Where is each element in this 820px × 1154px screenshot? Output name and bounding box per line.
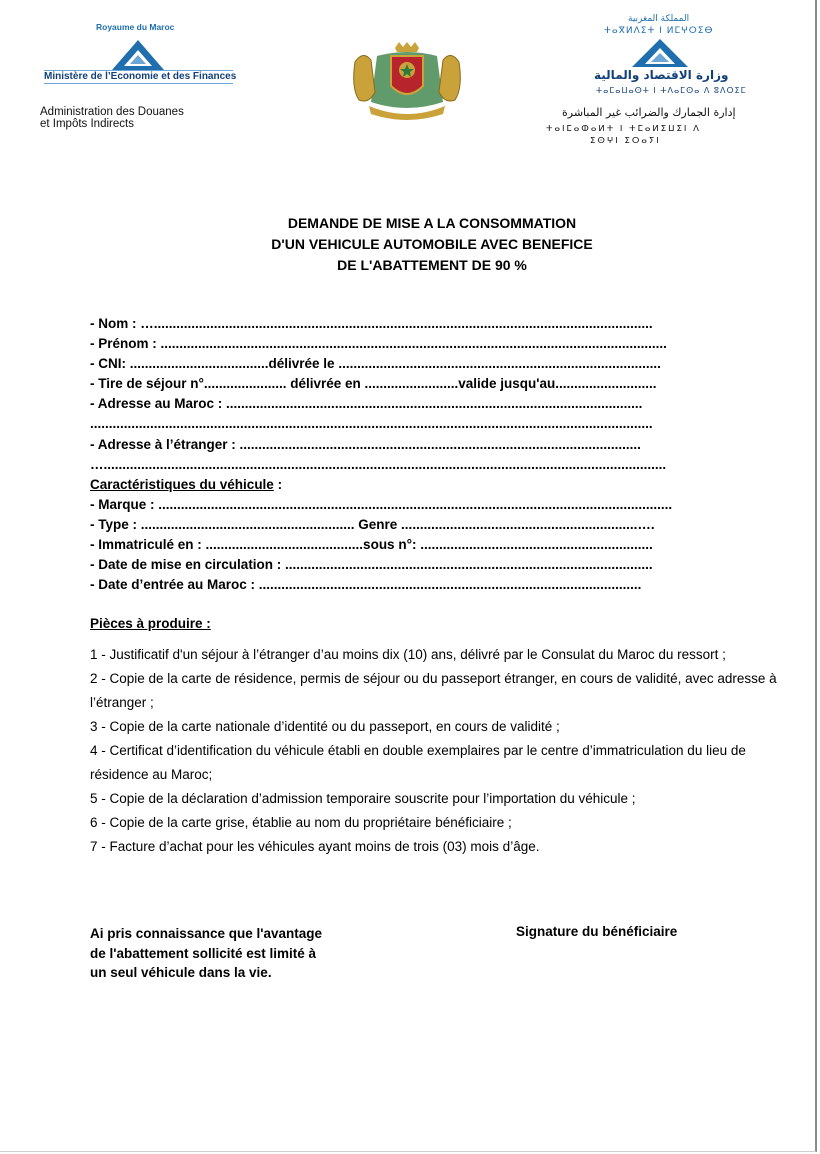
ministry-logo-right-icon	[630, 38, 690, 68]
field-adresse-etranger[interactable]: - Adresse à l’étranger : ...........................................................................................................	[90, 436, 641, 452]
field-marque[interactable]: - Marque : .........................................................................................................................................	[90, 496, 673, 512]
field-date-circulation[interactable]: - Date de mise en circulation : ..................................................................................................	[90, 557, 653, 573]
ministry-logo-icon	[110, 38, 166, 72]
title-line-1: DEMANDE DE MISE A LA CONSOMMATION	[287, 215, 577, 231]
ack-line-1: Ai pris connaissance que l'avantage	[90, 926, 323, 941]
administration-label-ar: إدارة الجمارك والضرائب غير المباشرة	[562, 106, 736, 119]
ack-line-3: un seul véhicule dans la vie.	[90, 965, 272, 980]
document-title	[0, 213, 820, 276]
ack-line-2: de l'abattement sollicité est limité à	[90, 945, 317, 961]
signature-label: Signature du bénéficiaire	[516, 924, 678, 939]
acknowledgement-text	[90, 924, 360, 983]
coat-of-arms-icon	[347, 42, 467, 122]
pieces-heading: Pièces à produire :	[90, 616, 211, 631]
ministry-label: Ministère de l’Economie et des Finances	[44, 71, 237, 82]
title-line-2: D'UN VEHICULE AUTOMOBILE AVEC BENEFICE	[271, 236, 593, 252]
admin-line-1: Administration des Douanes	[40, 106, 184, 118]
field-cni[interactable]: - CNI: .....................................délivrée le ......................................................................................	[90, 356, 661, 372]
piece-item-6: 6 - Copie de la carte grise, établie au nom du propriétaire bénéficiaire ;	[90, 815, 512, 830]
field-type-genre[interactable]: - Type : ......................................................... Genre ...............................................................….	[90, 516, 655, 532]
applicant-form	[90, 314, 738, 595]
header-left	[38, 22, 243, 132]
ministry-label-ar: وزارة الاقتصاد والمالية	[594, 68, 729, 82]
kingdom-label: Royaume du Maroc	[96, 22, 175, 32]
pieces-list	[90, 643, 780, 859]
administration-label	[40, 106, 184, 130]
header-right	[540, 14, 800, 144]
field-date-entree[interactable]: - Date d’entrée au Maroc : ......................................................................................................	[90, 577, 642, 593]
field-adresse-etranger-cont[interactable]: …......................................................................................................................................................	[90, 456, 667, 472]
administration-label-tifinagh-1: ⵜⴰⵏⵎⴰⵀⴰⵍⵜ ⵏ ⵜⵎⴰⵍⵉⵡⵉⵏ ⴷ	[546, 124, 701, 134]
kingdom-label-ar: المملكة المغربية	[628, 14, 690, 24]
piece-item-1: 1 - Justificatif d'un séjour à l’étranger d’au moins dix (10) ans, délivré par le Consulat du Maroc du ressort ;	[90, 647, 726, 662]
piece-item-5: 5 - Copie de la déclaration d’admission temporaire souscrite pour l’importation du véhicule ;	[90, 791, 636, 806]
piece-item-2: 2 - Copie de la carte de résidence, permis de séjour ou du passeport étranger, en cours de validité, avec adresse à l’étranger ;	[90, 671, 777, 710]
administration-label-tifinagh-2: ⵉⵙⵖⵏ ⵉⵔⴰⵢⵏ	[590, 136, 661, 146]
ministry-label-tifinagh: ⵜⴰⵎⴰⵡⴰⵙⵜ ⵏ ⵜⴷⴰⵎⵙⴰ ⴷ ⵓⴷⵔⵉⵎ	[596, 86, 747, 95]
field-nom[interactable]: - Nom : ….....................................................................................................................................	[90, 316, 653, 331]
field-prenom[interactable]: - Prénom : .......................................................................................................................................	[90, 336, 667, 352]
field-titre-sejour[interactable]: - Tire de séjour n°...................... délivrée en .........................valide jusqu'au...........................	[90, 376, 657, 392]
piece-item-3: 3 - Copie de la carte nationale d’identité ou du passeport, en cours de validité ;	[90, 719, 560, 734]
admin-line-2: et Impôts Indirects	[40, 118, 134, 130]
piece-item-4: 4 - Certificat d’identification du véhicule établi en double exemplaires par le centre d’immatriculation du lieu de résidence au Maroc;	[90, 743, 746, 782]
field-immatricule[interactable]: - Immatriculé en : ..........................................sous n°: ..............................................................	[90, 537, 653, 553]
piece-item-7: 7 - Facture d’achat pour les véhicules ayant moins de trois (03) mois d’âge.	[90, 839, 540, 854]
field-adresse-maroc-cont[interactable]: ......................................................................................................................................................	[90, 416, 653, 432]
kingdom-label-tifinagh: ⵜⴰⴳⵍⴷⵉⵜ ⵏ ⵍⵎⵖⵔⵉⴱ	[604, 26, 714, 36]
vehicle-section-suffix: :	[273, 476, 283, 492]
vehicle-section-heading	[90, 475, 738, 495]
field-adresse-maroc[interactable]: - Adresse au Maroc : ...............................................................................................................	[90, 396, 643, 412]
vehicle-section-label: Caractéristiques du véhicule	[90, 476, 274, 492]
title-line-3: DE L'ABATTEMENT DE 90 %	[337, 257, 527, 273]
